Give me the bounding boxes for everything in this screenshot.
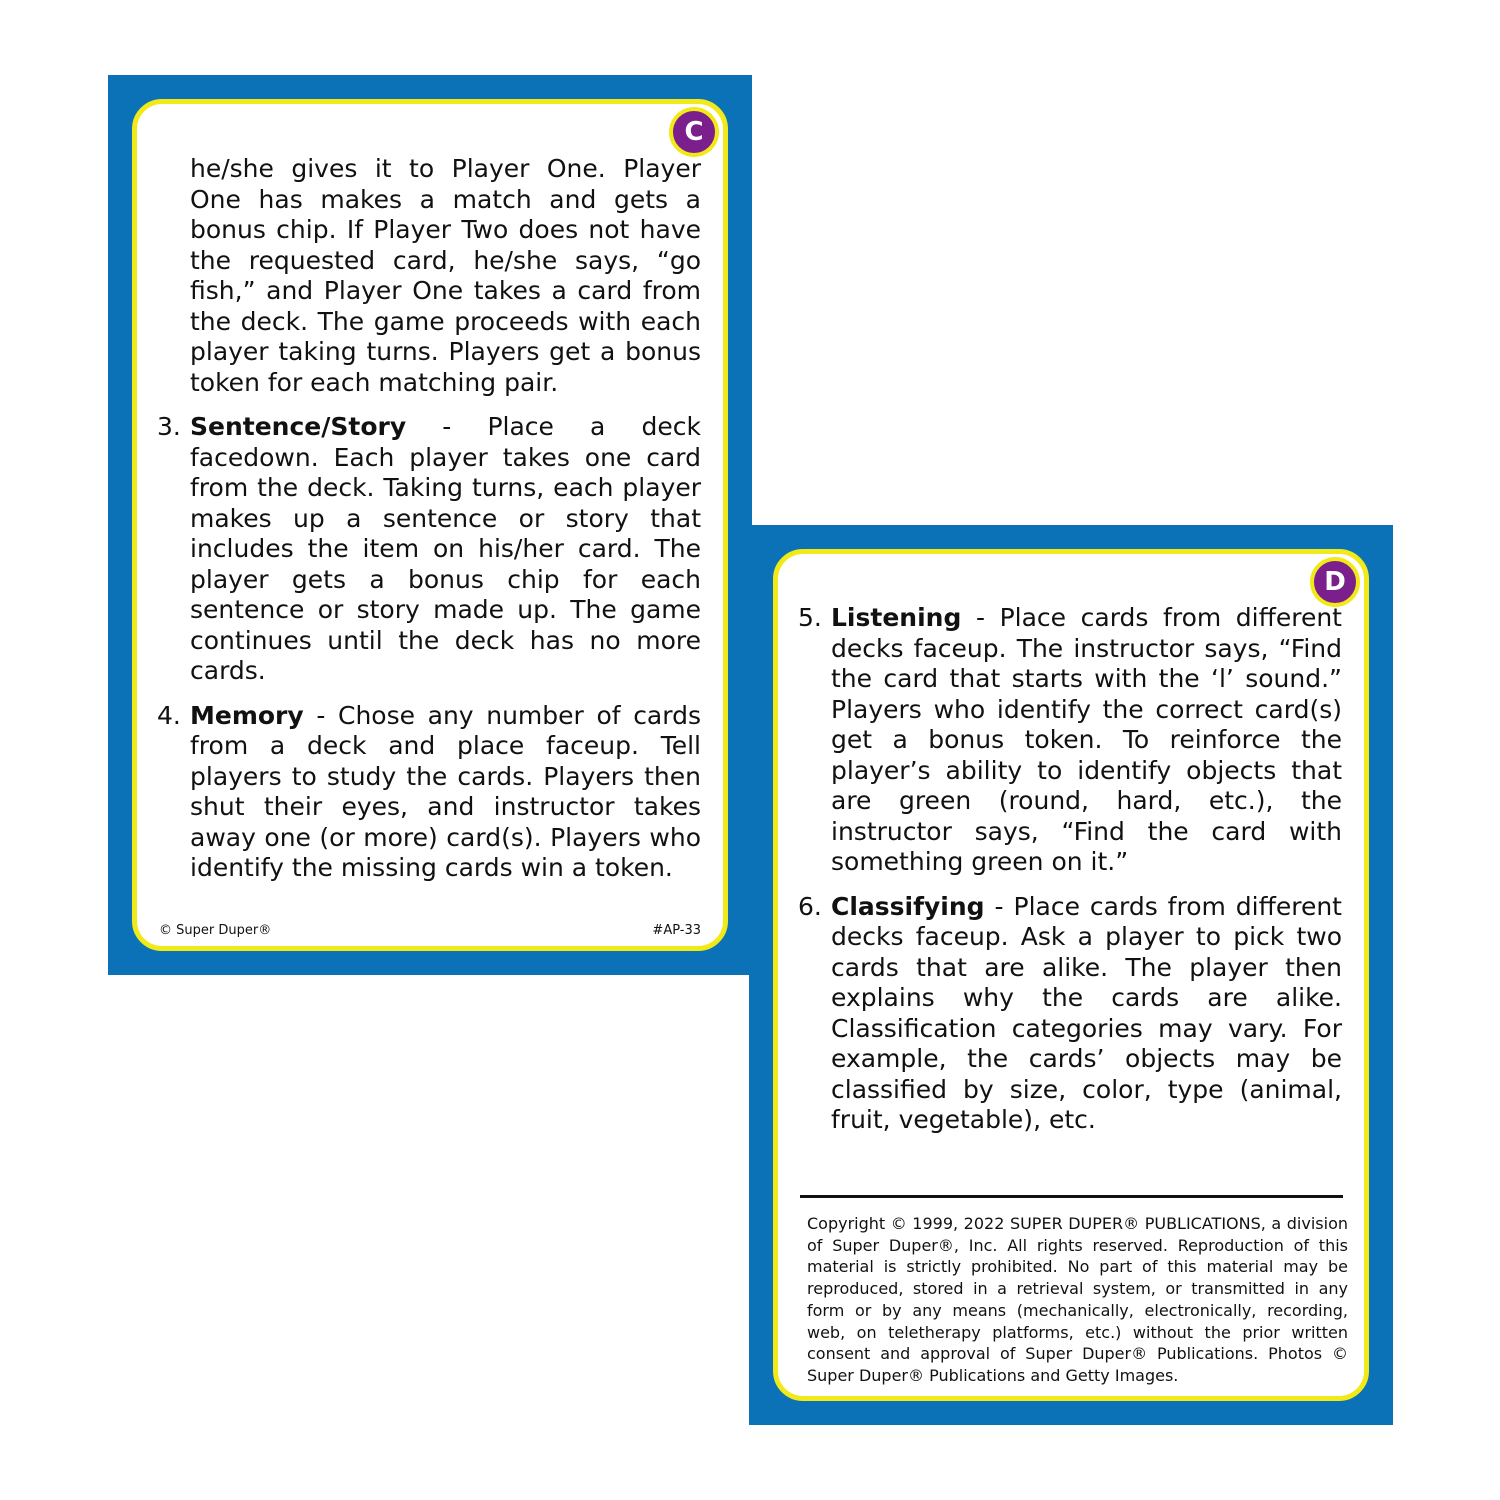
rule-body [190, 412, 701, 687]
rule-title: Sentence/Story [190, 412, 407, 441]
rule-title: Listening [831, 603, 962, 632]
rule-item-4 [157, 701, 701, 884]
rule-title: Classifying [831, 891, 985, 921]
rule-body [831, 603, 1342, 878]
rule-title: Memory [190, 700, 304, 730]
card-c-content [137, 154, 723, 898]
rule-item-3 [157, 412, 701, 687]
card-d-content [778, 603, 1364, 1150]
copyright-divider [800, 1195, 1343, 1198]
card-c-publisher-footer: © Super Duper® [159, 923, 272, 938]
copyright-notice: Copyright © 1999, 2022 SUPER DUPER® PUBLICATIONS, a division of Super Duper®, Inc. All rights reserved. Reproduction of this material is strictly prohibited. No part of this material may be reproduced, stored in a retrieval system, or transmitted in any form or by any means (mechanically, electronically, recording, web, on teletherapy platforms, etc.) without the prior written consent and approval of Super Duper® Publications. Photos © Super Duper® Publications and Getty Images. [807, 1214, 1348, 1385]
card-d-letter-badge: D [1310, 557, 1360, 607]
rule-number: 6. [798, 891, 822, 921]
rule-text: - Place a deck facedown. Each player takes one card from the deck. Taking turns, each player makes up a sentence or story that includes the item on his/her card. The player gets a bonus chip for each sentence or story made up. The game continues until the deck has no more cards. [190, 412, 701, 685]
rule-body [190, 701, 701, 884]
instruction-card-c [108, 75, 752, 975]
card-c-letter-badge: C [669, 107, 719, 157]
rule-text: - Place cards from different decks faceup. Ask a player to pick two cards that are alike. The player then explains why the cards are alike. Classification categories may vary. For example, the cards’ objects may be classified by size, color, type (animal, fruit, vegetable), etc. [831, 891, 1342, 1134]
rule-number: 4. [157, 700, 181, 730]
rule-number: 5. [798, 603, 822, 632]
rule-item-6 [798, 892, 1342, 1136]
rule-body [831, 892, 1342, 1136]
card-d-panel [773, 549, 1369, 1401]
card-c-panel [132, 99, 728, 951]
rule-text: - Place cards from different decks faceup. The instructor says, “Find the card that starts with the ‘l’ sound.” Players who identify the correct card(s) get a bonus token. To reinforce the player’s ability to identify objects that are green (round, hard, etc.), the instructor says, “Find the card with something green on it.” [831, 603, 1342, 876]
card-c-intro-paragraph: he/she gives it to Player One. Player One has makes a match and gets a bonus chip. If Player Two does not have the requested card, he/she says, “go fish,” and Player One takes a card from the deck. The game proceeds with each player taking turns. Players get a bonus token for each matching pair. [190, 154, 701, 397]
rule-text: - Chose any number of cards from a deck and place faceup. Tell players to study the cards. Players then shut their eyes, and instructor takes away one (or more) card(s). Players who identify the missing cards win a token. [190, 700, 701, 882]
rule-number: 3. [157, 412, 181, 441]
instruction-card-d [749, 525, 1393, 1425]
card-c-product-code: #AP-33 [652, 923, 701, 938]
rule-item-5 [798, 603, 1342, 878]
